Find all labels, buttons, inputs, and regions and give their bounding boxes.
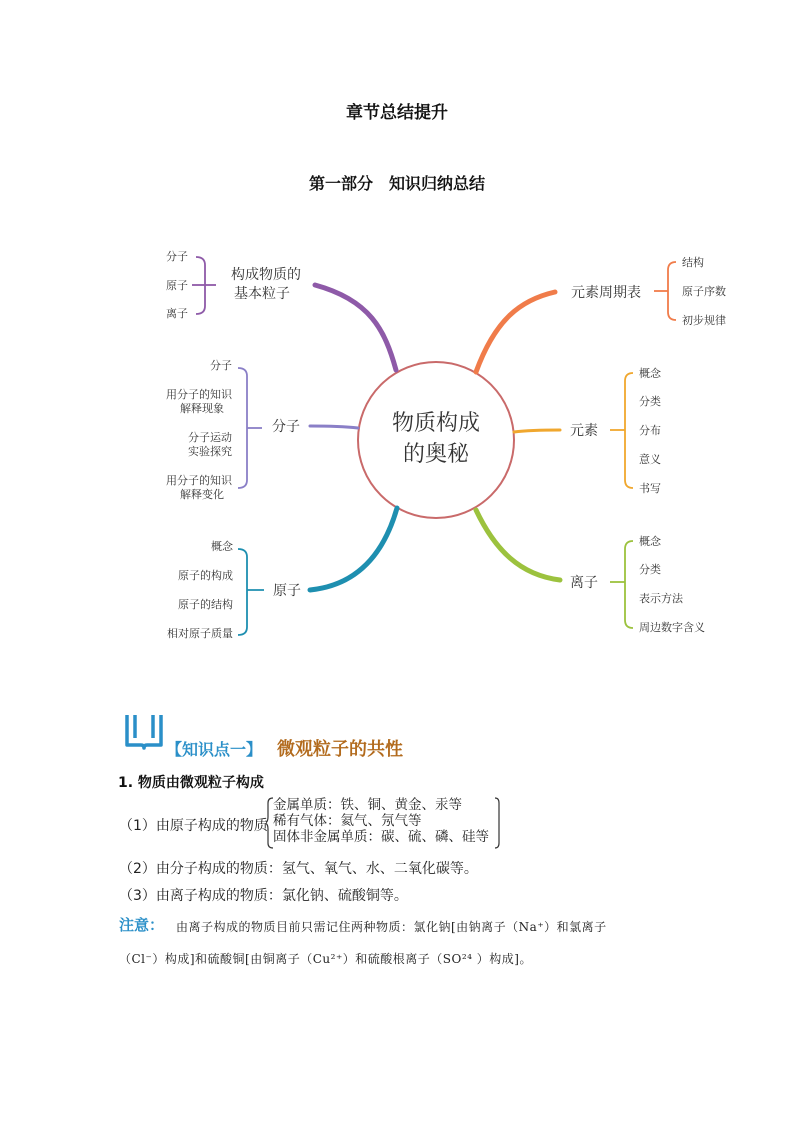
brace-line-3: 固体非金属单质：碳、硫、磷、硅等 [273, 829, 489, 845]
atom-child-1: 概念 [211, 540, 233, 553]
center-circle [358, 362, 514, 518]
branch-basic-particles-label-1: 构成物质的 [231, 267, 301, 283]
molecule-child-2a: 用分子的知识 [166, 388, 232, 401]
branch-periodic-table-label: 元素周期表 [571, 285, 641, 301]
right-brace [494, 797, 502, 849]
bracket-molecule [238, 368, 247, 488]
basic-particles-child-3: 离子 [166, 307, 188, 320]
branch-line-element [514, 430, 560, 432]
ion-child-2: 分类 [639, 563, 661, 576]
bracket-atom [238, 549, 247, 635]
periodic-table-child-2: 原子序数 [682, 285, 726, 298]
branch-basic-particles-label-2: 基本粒子 [234, 286, 290, 302]
branch-ion-label: 离子 [570, 575, 598, 591]
bracket-element [625, 373, 633, 488]
periodic-table-child-1: 结构 [682, 256, 704, 269]
book-icon [124, 711, 164, 751]
branch-line-ion [476, 510, 560, 580]
brace-line-1: 金属单质：铁、铜、黄金、汞等 [273, 797, 462, 813]
note-label: 注意： [119, 916, 165, 934]
branch-line-basic-particles [315, 285, 396, 370]
atom-child-3: 原子的结构 [178, 598, 233, 611]
branch-line-molecule [310, 426, 358, 428]
item-2: （2）由分子构成的物质：氢气、氧气、水、二氧化碳等。 [119, 861, 478, 877]
knowledge-point-label: 【知识点一】 [166, 740, 263, 759]
branch-element-label: 元素 [570, 423, 598, 439]
section-heading: 1. 物质由微观粒子构成 [118, 775, 264, 791]
ion-child-4: 周边数字含义 [639, 621, 705, 634]
brace-line-2: 稀有气体：氦气、氖气等 [273, 813, 422, 829]
molecule-child-2b: 解释现象 [180, 402, 224, 415]
molecule-child-4a: 用分子的知识 [166, 474, 232, 487]
branch-line-periodic-table [476, 292, 555, 372]
bracket-periodic-table [668, 262, 676, 320]
center-label-line2: 的奥秘 [402, 442, 470, 467]
note-line-2: （Cl⁻）构成]和硫酸铜[由铜离子（Cu²⁺）和硫酸根离子（SO²⁴ ）构成]。 [119, 952, 532, 966]
element-child-2: 分类 [639, 395, 661, 408]
item-1-prefix: （1）由原子构成的物质 [119, 818, 268, 834]
molecule-child-1: 分子 [210, 359, 232, 372]
atom-child-2: 原子的构成 [178, 569, 233, 582]
element-child-4: 意义 [639, 453, 661, 466]
basic-particles-child-2: 原子 [166, 279, 188, 292]
element-child-1: 概念 [639, 367, 661, 380]
element-child-5: 书写 [639, 482, 661, 495]
basic-particles-child-1: 分子 [166, 250, 188, 263]
ion-child-3: 表示方法 [639, 592, 683, 605]
branch-atom-label: 原子 [273, 583, 301, 599]
note-line-1: 由离子构成的物质目前只需记住两种物质：氯化钠[由钠离子（Na⁺）和氯离子 [176, 920, 607, 934]
molecule-child-3a: 分子运动 [188, 431, 232, 444]
element-child-3: 分布 [639, 424, 661, 437]
molecule-child-3b: 实验探究 [188, 445, 232, 458]
bracket-ion [625, 541, 633, 628]
branch-line-atom [310, 508, 397, 590]
item-3: （3）由离子构成的物质：氯化钠、硫酸铜等。 [119, 888, 408, 904]
molecule-child-4b: 解释变化 [180, 488, 224, 501]
periodic-table-child-3: 初步规律 [682, 314, 726, 327]
section-subtitle: 第一部分 知识归纳总结 [308, 174, 485, 193]
ion-child-1: 概念 [639, 535, 661, 548]
knowledge-point-title: 微观粒子的共性 [277, 739, 403, 760]
branch-molecule-label: 分子 [272, 419, 300, 435]
center-label-line1: 物质构成 [391, 411, 481, 436]
page-title: 章节总结提升 [346, 103, 448, 123]
atom-child-4: 相对原子质量 [167, 627, 233, 640]
